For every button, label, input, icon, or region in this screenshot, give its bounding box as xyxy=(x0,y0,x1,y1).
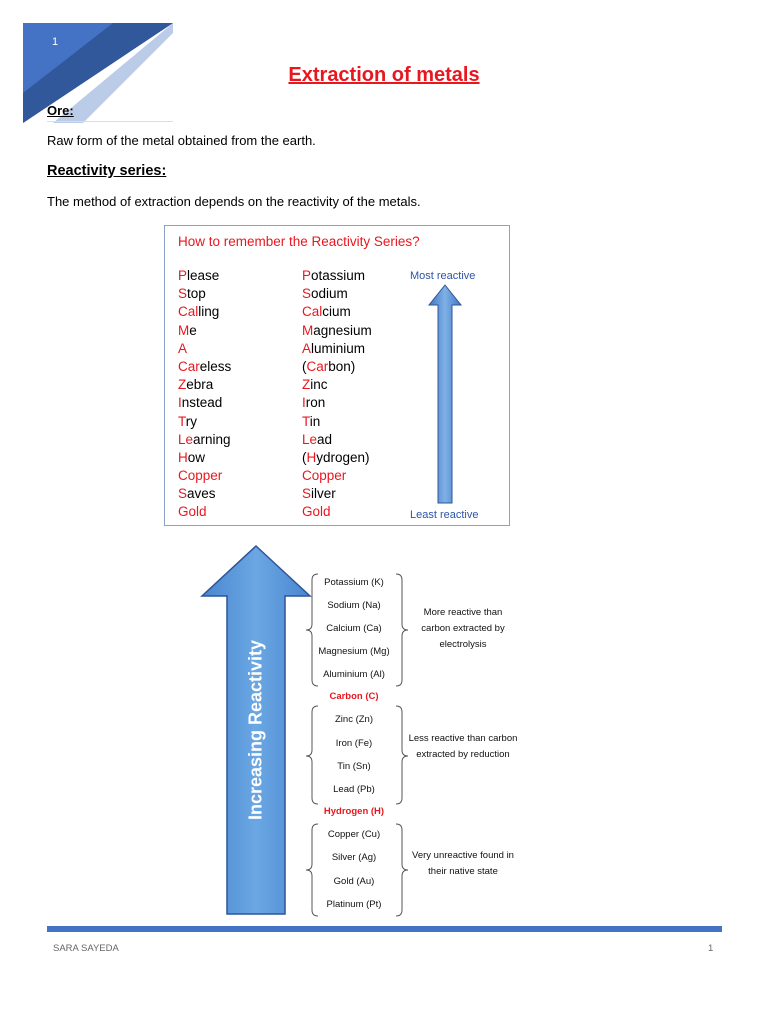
mnemonic-word: Zebra xyxy=(178,377,214,393)
arrow-label: Increasing Reactivity xyxy=(245,639,266,821)
group1-note: More reactive than carbon extracted by electrolysis xyxy=(421,607,505,650)
mnemonic-word: Instead xyxy=(178,395,223,411)
mnemonic-metal: Sodium xyxy=(302,286,348,302)
carbon-separator: Carbon (C) xyxy=(329,691,379,702)
mnemonic-word: Me xyxy=(178,322,197,338)
mnemonic-metal: Magnesium xyxy=(302,322,372,338)
page-number-top: 1 xyxy=(52,36,59,48)
mnemonic-word: Copper xyxy=(178,468,223,484)
mnemonic-metal: Tin xyxy=(302,413,321,429)
ore-divider xyxy=(47,121,173,122)
element-label: Calcium (Ca) xyxy=(326,623,382,634)
mnemonic-title: How to remember the Reactivity Series? xyxy=(178,234,420,249)
element-label: Platinum (Pt) xyxy=(326,899,382,910)
up-arrow-icon xyxy=(425,283,465,505)
group2-note: Less reactive than carbon extracted by reduction xyxy=(408,733,518,760)
element-label: Potassium (K) xyxy=(324,577,384,588)
element-label: Sodium (Na) xyxy=(327,600,381,611)
mnemonic-metal: Zinc xyxy=(302,377,328,393)
reactivity-description: The method of extraction depends on the reactivity of the metals. xyxy=(47,194,421,209)
mnemonic-metal: Aluminium xyxy=(302,340,366,356)
hydrogen-separator: Hydrogen (H) xyxy=(323,806,385,817)
element-label: Aluminium (Al) xyxy=(323,669,385,680)
group3-note: Very unreactive found in their native state xyxy=(412,850,514,877)
mnemonic-metal: (Hydrogen) xyxy=(302,449,370,465)
ore-heading: Ore: xyxy=(47,103,74,118)
element-label: Iron (Fe) xyxy=(335,738,373,749)
mnemonic-word: Try xyxy=(178,413,197,429)
element-label: Tin (Sn) xyxy=(337,761,371,772)
mnemonic-word: Saves xyxy=(178,486,216,502)
mnemonic-word: A xyxy=(178,340,188,356)
element-label: Silver (Ag) xyxy=(331,852,377,863)
mnemonic-metals-column xyxy=(302,267,372,522)
mnemonic-words-column xyxy=(178,267,231,522)
mnemonic-word: Calling xyxy=(178,304,220,320)
footer-author: SARA SAYEDA xyxy=(53,943,119,954)
mnemonic-word: How xyxy=(178,449,206,465)
element-label: Gold (Au) xyxy=(333,876,375,887)
mnemonic-word: Careless xyxy=(178,358,232,374)
mnemonic-metal: Lead xyxy=(302,431,333,447)
mnemonic-metal: Gold xyxy=(302,504,331,520)
most-reactive-label: Most reactive xyxy=(410,270,476,282)
mnemonic-metal: Iron xyxy=(302,395,326,411)
element-label: Copper (Cu) xyxy=(327,829,381,840)
least-reactive-label: Least reactive xyxy=(410,509,479,521)
element-label: Zinc (Zn) xyxy=(335,714,373,725)
ore-definition: Raw form of the metal obtained from the earth. xyxy=(47,133,316,148)
footer-page-number: 1 xyxy=(708,943,714,954)
mnemonic-metal: Copper xyxy=(302,468,347,484)
mnemonic-word: Stop xyxy=(178,286,206,302)
mnemonic-metal: Potassium xyxy=(302,268,366,283)
footer-rule xyxy=(47,926,722,932)
mnemonic-word: Gold xyxy=(178,504,207,520)
page-title: Extraction of metals xyxy=(288,64,480,86)
element-label: Magnesium (Mg) xyxy=(318,646,390,657)
mnemonic-word: Please xyxy=(178,268,220,283)
reactivity-heading: Reactivity series: xyxy=(47,163,167,179)
element-label: Lead (Pb) xyxy=(333,784,375,795)
mnemonic-word: Learning xyxy=(178,431,231,447)
mnemonic-metal: Silver xyxy=(302,486,336,502)
mnemonic-metal: Calcium xyxy=(302,304,351,320)
mnemonic-metal: (Carbon) xyxy=(302,358,356,374)
